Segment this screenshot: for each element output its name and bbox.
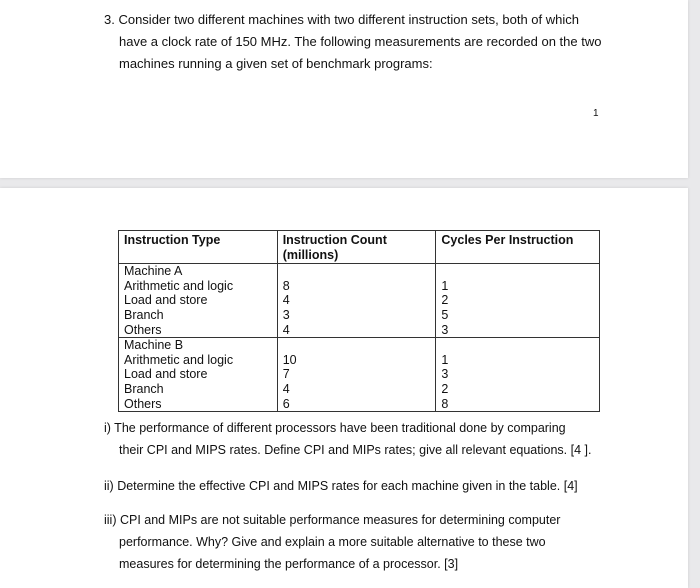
document-page-top bbox=[0, 0, 688, 178]
table-cell: Load and store bbox=[124, 367, 208, 382]
subquestion-3-line-2: performance. Why? Give and explain a more suitable alternative to these two bbox=[119, 535, 546, 549]
table-cell: 6 bbox=[282, 396, 290, 411]
machine-b-block bbox=[119, 338, 600, 412]
question-heading-line-3: machines running a given set of benchmark programs: bbox=[119, 56, 433, 71]
header-instruction-count: Instruction Count (millions) bbox=[277, 231, 436, 264]
subquestion-1-line-2: their CPI and MIPS rates. Define CPI and MIPs rates; give all relevant equations. [4 ]. bbox=[119, 443, 592, 457]
header-instruction-type: Instruction Type bbox=[119, 231, 278, 264]
subquestion-3-line-3: measures for determining the performance of a processor. [3] bbox=[119, 557, 459, 571]
table-cell: Arithmetic and logic bbox=[124, 278, 234, 293]
table-cell: Branch bbox=[124, 307, 164, 322]
page-number: 1 bbox=[593, 108, 599, 119]
table-cell: 4 bbox=[282, 381, 290, 396]
machine-b-cpis bbox=[436, 338, 600, 412]
subquestion-3-line-1: iii) CPI and MIPs are not suitable performance measures for determining computer bbox=[104, 513, 561, 527]
machine-a-types bbox=[119, 264, 278, 338]
instruction-table bbox=[118, 230, 600, 412]
table-cell: 3 bbox=[282, 307, 290, 322]
table-cell: 4 bbox=[282, 293, 290, 308]
machine-a-block bbox=[119, 264, 600, 338]
question-heading-line-1: 3. Consider two different machines with two different instruction sets, both of which bbox=[104, 12, 579, 27]
table-cell: 3 bbox=[441, 322, 449, 337]
machine-b-name: Machine B bbox=[124, 338, 184, 353]
document-page-bottom bbox=[0, 188, 688, 588]
subquestion-2-line-1: ii) Determine the effective CPI and MIPS rates for each machine given in the table. [4] bbox=[104, 479, 578, 493]
table-header-row bbox=[119, 231, 600, 264]
table-cell: 5 bbox=[441, 307, 449, 322]
table-cell: 7 bbox=[282, 367, 290, 382]
question-heading-line-2: have a clock rate of 150 MHz. The following measurements are recorded on the two bbox=[119, 34, 602, 49]
table-cell: 10 bbox=[282, 352, 297, 367]
table-cell: 8 bbox=[441, 396, 449, 411]
table-cell: 2 bbox=[441, 293, 449, 308]
table-cell: Others bbox=[124, 322, 162, 337]
table-cell: 4 bbox=[282, 322, 290, 337]
machine-b-counts bbox=[277, 338, 436, 412]
machine-a-counts bbox=[277, 264, 436, 338]
table-cell: Branch bbox=[124, 381, 164, 396]
table-cell: Others bbox=[124, 396, 162, 411]
table-cell: 3 bbox=[441, 367, 449, 382]
machine-a-cpis bbox=[436, 264, 600, 338]
table-cell: 2 bbox=[441, 381, 449, 396]
table-cell: 8 bbox=[282, 278, 290, 293]
table-cell: 1 bbox=[441, 278, 449, 293]
subquestion-1-line-1: i) The performance of different processors have been traditional done by comparing bbox=[104, 421, 566, 435]
table-cell: Load and store bbox=[124, 293, 208, 308]
machine-b-types bbox=[119, 338, 278, 412]
machine-a-name: Machine A bbox=[124, 264, 183, 279]
header-cpi: Cycles Per Instruction bbox=[436, 231, 600, 264]
table-cell: 1 bbox=[441, 352, 449, 367]
table-cell: Arithmetic and logic bbox=[124, 352, 234, 367]
